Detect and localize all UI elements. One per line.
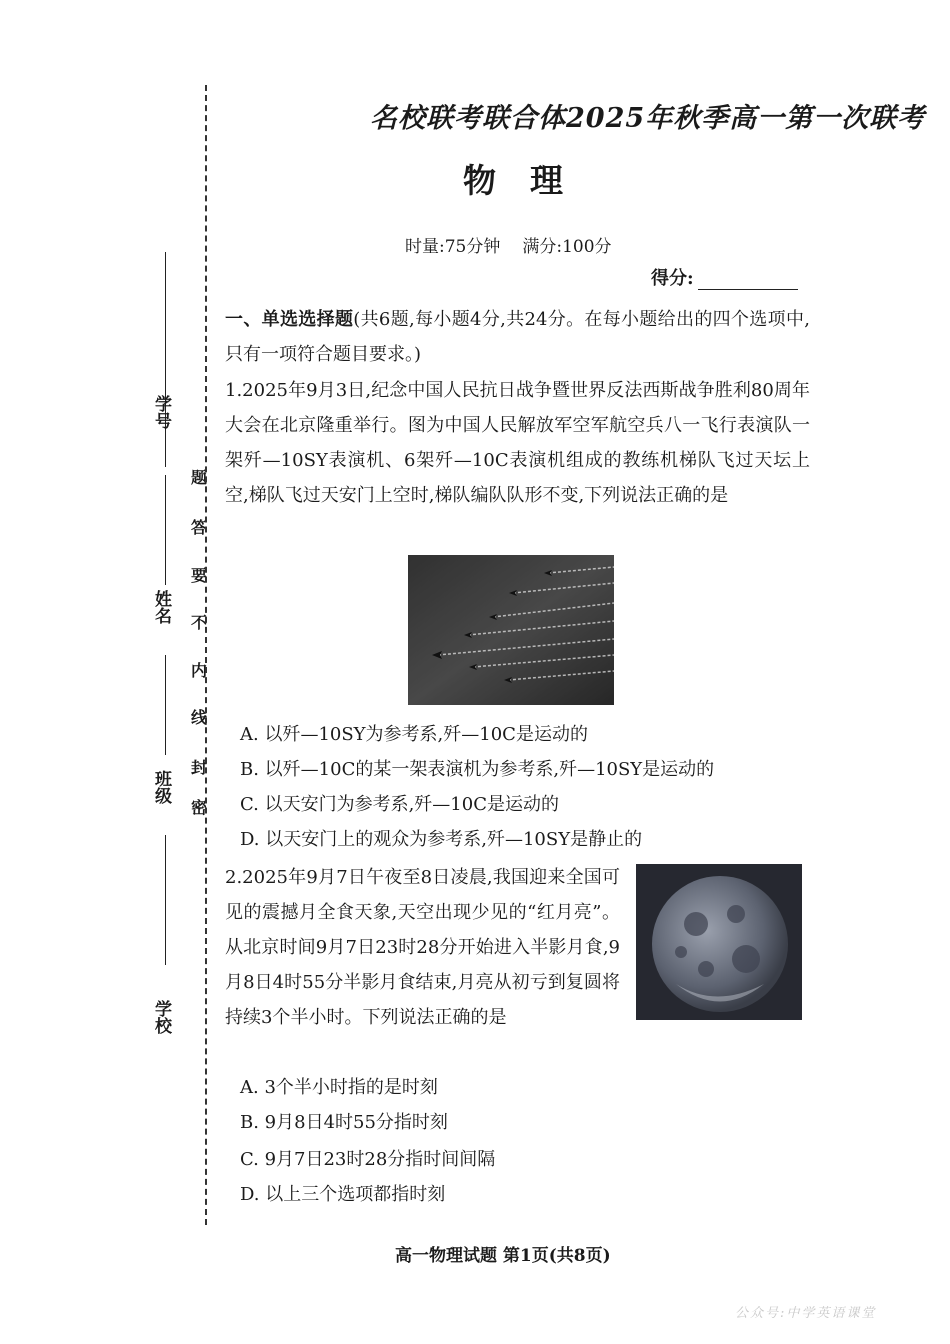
moon-photo [636, 864, 802, 1020]
question-1-option-d: D. 以天安门上的观众为参考系,歼—10SY是静止的 [240, 829, 643, 850]
seal-char: 线 [190, 708, 207, 727]
student-id-label: 学号 [151, 395, 171, 429]
lunar-eclipse-image [636, 864, 802, 1020]
time-limit: 时量:75分钟 [405, 237, 501, 257]
score-label: 得分: [651, 268, 694, 289]
binding-line [165, 835, 166, 965]
binding-line [165, 655, 166, 755]
seal-char: 内 [190, 661, 207, 680]
question-1-option-b: B. 以歼—10C的某一架表演机为参考系,歼—10SY是运动的 [240, 759, 715, 780]
formation-flight-photo [408, 555, 614, 705]
question-1-option-a: A. 以歼—10SY为参考系,歼—10C是运动的 [240, 724, 588, 745]
binding-line [165, 252, 166, 467]
formation-flight-image [408, 555, 614, 705]
seal-char: 答 [190, 518, 207, 537]
question-2-stem: 2.2025年9月7日午夜至8日凌晨,我国迎来全国可见的震撼月全食天象,天空出现少见的“红月亮”。从北京时间9月7日23时28分开始进入半影月食,9月8日4时55分半影月食结束,月亮从初亏到复圆将持续3个半小时。下列说法正确的是 [225, 867, 620, 1028]
question-1-option-c: C. 以天安门为参考系,歼—10C是运动的 [240, 794, 559, 815]
seal-char: 密 [190, 798, 207, 817]
question-2-option-c: C. 9月7日23时28分指时间间隔 [240, 1149, 496, 1170]
subject-title: 物理 [463, 161, 597, 200]
name-label: 姓名 [151, 590, 171, 624]
seal-char: 不 [190, 613, 207, 632]
question-2-option-b: B. 9月8日4时55分指时刻 [240, 1112, 448, 1133]
score-blank [698, 271, 798, 290]
exam-title: 名校联考联合体2025年秋季高一第一次联考 [370, 103, 926, 134]
seal-char: 题 [190, 468, 207, 487]
seal-char: 要 [190, 566, 207, 585]
school-label: 学校 [151, 1000, 171, 1034]
page-footer: 高一物理试题 第1页(共8页) [395, 1246, 611, 1266]
question-2-option-a: A. 3个半小时指的是时刻 [240, 1077, 438, 1098]
seal-char: 封 [190, 758, 207, 777]
binding-line [165, 475, 166, 585]
watermark: 公众号:中学英语课堂 [735, 1306, 877, 1321]
section-title: 一、单选选择题 [225, 309, 354, 330]
section-heading [225, 302, 810, 372]
class-label: 班级 [151, 770, 171, 804]
question-2-option-d: D. 以上三个选项都指时刻 [240, 1184, 446, 1205]
exam-meta [405, 232, 612, 257]
full-score: 满分:100分 [522, 237, 612, 257]
section-description: (共6题,每小题4分,共24分。在每小题给出的四个选项中,只有一项符合题目要求。) [225, 309, 810, 365]
seal-dashed-line [205, 85, 207, 1225]
question-1-stem: 1.2025年9月3日,纪念中国人民抗日战争暨世界反法西斯战争胜利80周年大会在北京隆重举行。图为中国人民解放军空军航空兵八一飞行表演队一架歼—10SY表演机、6架歼—10C表演机组成的教练机梯队飞过天坛上空,梯队飞过天安门上空时,梯队编队队形不变,下列说法正确的是 [225, 380, 810, 506]
score-field [651, 264, 798, 290]
